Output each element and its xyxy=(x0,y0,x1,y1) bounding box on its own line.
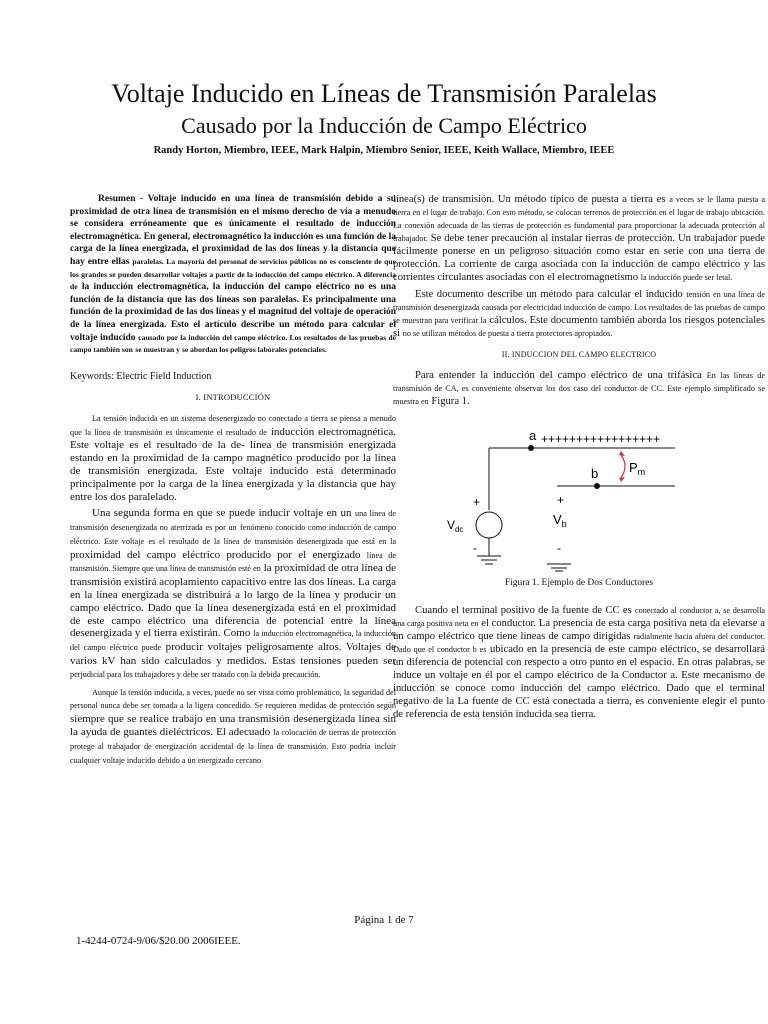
label-b: b xyxy=(591,466,599,481)
two-conductor-diagram xyxy=(393,422,765,572)
right-p3a: Para entender la inducción del campo eléctrico de una trifásica xyxy=(415,370,702,381)
intro-p3c: la colocación de tierras de protección protege al trabajador de energización accidental de la línea de transmisión. Esto podría xyxy=(70,728,396,751)
right-p1e: la inducción puede ser letal. xyxy=(640,273,733,282)
right-p4c: el conductor. La presencia de esta carga positiva neta da elevarse a un campo eléctrico que tiene líneas de campo dirigidas xyxy=(393,618,765,642)
right-p4f: En otras palabras, se induce un voltaje en él por el campo eléctrico de la Conductor a. Este mecanismo de inducción se conoce como inducción del campo eléctrico. Dado que el terminal negativo de la La fuente de CC está conectada a tierra, es conveniente elegir el punto de referencia de esta tensión inducida sea tierra. xyxy=(393,657,765,720)
vb-label: $V_b$ xyxy=(553,512,567,529)
intro-p2e: proximidad del campo eléctrico producido por el energizado xyxy=(70,548,361,561)
vdc-plus: + xyxy=(473,495,481,509)
abstract-text-1: Resumen - Voltaje inducido en una línea de transmisión debido a su proximidad de otra línea de transmisión en el mismo derecho de vía a menudo se considera erróneamente que es únicamente el resultado de inducción electromagnética. En general, electromagnético la inducción es una función de la carga de la línea energizada, el proximidad de las dos líneas y la distancia que hay entre ellas xyxy=(70,194,396,267)
intro-p1a: La tensión inducida en un sistema desenergizado no conectado a tierra se piensa a menudo que la línea de transmisión es únicamente el resultado de xyxy=(70,413,396,437)
label-a: a xyxy=(529,428,537,443)
intro-p2h: la inducción electromagnética, la inducción del campo eléctrico puede xyxy=(70,629,396,653)
right-p2b: tensión en una línea de transmisión desenergizada causada por electricidad inducción de campo. Los resultados de las pruebas de campo se muestran para verificar la xyxy=(393,290,765,325)
abstract-small-2: causado por la inducción del campo eléctrico. Los resultados de las pruebas de campo también son xyxy=(70,332,396,355)
right-p4d: radialmente hacia afuera del conductor. Dado que el conductor b es xyxy=(393,632,765,654)
intro-paragraph-1 xyxy=(70,412,396,504)
right-p2d: no se utilizan métodos de puesta a tierra protectores apropiados. xyxy=(402,329,613,338)
intro-p3b: siempre que se realice trabajo en una transmisión desenergizada línea sin la ayuda de guantes dieléctricos. El adecuado xyxy=(70,713,396,739)
paper-subtitle: Causado por la Inducción de Campo Eléctrico xyxy=(181,113,587,138)
intro-p2f: línea de transmisión. Siempre que una línea de transmisión esté en xyxy=(70,550,396,574)
right-p1a: línea(s) de transmisión. Un método típico de puesta a tierra es xyxy=(393,194,666,205)
right-paragraph-3 xyxy=(393,369,765,408)
left-column xyxy=(70,193,396,883)
figure-1 xyxy=(393,422,765,572)
figure-caption: Figura 1. Ejemplo de Dos Conductores xyxy=(504,578,654,588)
intro-p2b: una línea de transmisión desenergizada no aterrizada es por un xyxy=(70,509,396,533)
intro-p2i: producir voltajes peligrosamente altos. Voltajes de varios kV han sido calculados y medidos. Estas tensiones pueden ser xyxy=(70,641,396,668)
abstract xyxy=(70,193,396,357)
right-p2c: cálculos. Este documento también aborda los riesgos potenciales si xyxy=(393,315,765,339)
page-number: Página 1 de 7 xyxy=(354,914,414,926)
pm-arrow-head-top xyxy=(619,451,625,456)
intro-p2j: perjudicial para los trabajadores y debe ser tratado con la debida precaución. xyxy=(70,669,321,679)
right-p1b: a veces se le llama puesta a tierra en el lugar de trabajo. Con esto método, se colocan terrenos de protección en el lugar de trabajo ubicación. La conexión adecuada de las tierras de protección es fundamental para proporcionar la adecuada protección al trabajador. xyxy=(393,195,765,243)
vb-minus: - xyxy=(557,541,561,555)
right-paragraph-4 xyxy=(393,604,765,721)
right-p4e: ubicado en la presencia de este campo eléctrico, se desarrollará un diferencia de potencial con respecto a otro punto en el espacio. xyxy=(393,644,765,668)
section-heading-intro: I. INTRODUCCIÓN xyxy=(195,391,271,402)
intro-p3d: incluir cualquier voltaje inducido debido a un energizado cercano xyxy=(70,741,396,765)
right-column xyxy=(393,193,765,883)
abstract-text-2: la inducción electromagnética, la inducción del campo eléctrico no es una función de la distancia que las dos líneas son paralelas. Es principalmente una función de la proximidad de las dos líneas y el magnitud del voltaje de operación de la línea energizada. Esto el artículo describe un método para calcular el voltaje inducido xyxy=(70,282,396,343)
paper-title: Voltaje Inducido en Líneas de Transmisión Paralelas xyxy=(111,79,657,108)
intro-p2a: Una segunda forma en que se puede inducir voltaje en un xyxy=(92,507,352,520)
intro-paragraph-2 xyxy=(70,507,396,681)
node-a xyxy=(528,445,534,451)
right-p4b: conectado al conductor a, se desarrolla una carga positiva neta en xyxy=(393,606,765,628)
vb-plus: + xyxy=(557,493,565,507)
publication-id: 1-4244-0724-9/06/$20.00 2006IEEE. xyxy=(76,935,241,947)
section-heading-induccion: II. INDUCCION DEL CAMPO ELECTRICO xyxy=(501,350,657,359)
right-p1d: La corriente de carga asociada con la inducción de campo eléctrico y las corrientes circulantes asociadas con el electromagnetismo xyxy=(393,259,765,283)
right-p2a: Este documento describe un método para calcular el inducido xyxy=(415,289,683,300)
paper-authors: Randy Horton, Miembro, IEEE, Mark Halpin, Miembro Senior, IEEE, Keith Wallace, Miembro, IEEE xyxy=(153,145,615,156)
intro-p2d: es el resultado de la línea de transmisión desenergizada que está en la xyxy=(148,536,396,546)
abstract-small-1: paralelas. La mayoría del personal de servicios públicos no es consciente de que los grandes se pueden desarrollar voltajes a partir de la inducción del campo eléctrico. A diferencia de xyxy=(70,256,396,292)
right-p1c: Se debe tener precaución al instalar tierras de protección. Un trabajador puede fácilmente ponerse en un peligroso situación como estar en serie con una tierra de protección. xyxy=(393,233,765,270)
intro-p1b: inducción electromagnética. Este voltaje es el resultado de la de- línea de transmisión energizada estando en la proximidad de la campo magnético producido por la línea de transmisión energizada. Este voltaje inducido está determinado principalmente por la carga de la línea energizada y la distancia que hay entre los dos paralelado. xyxy=(70,425,396,503)
intro-p2c: fenómeno conocido como inducción de campo eléctrico. Este voltaje xyxy=(70,523,396,546)
plus-charges: +++++++++++++++++ xyxy=(541,432,661,446)
right-p3b: En las líneas de transmisión de CA, es conveniente observar los dos caso del conductor de CC. Este ejemplo simplificado se muestra en xyxy=(393,371,765,406)
right-paragraph-1 xyxy=(393,193,765,284)
pm-arrow xyxy=(621,455,625,478)
abstract-text-3: se muestran y se abordan los peligros laborales potenciales. xyxy=(135,345,327,355)
keywords: Keywords: Electric Field Induction xyxy=(70,370,212,382)
right-p4a: Cuando el terminal positivo de la fuente de CC es xyxy=(415,605,632,616)
pm-label: $P_m$ xyxy=(629,460,646,477)
pm-arrow-head-bottom xyxy=(619,477,625,482)
right-paragraph-2 xyxy=(393,288,765,340)
node-b xyxy=(594,483,600,489)
right-p3c: Figura 1. xyxy=(431,396,470,407)
intro-p2g: la proximidad de otra línea de transmisión existirá acoplamiento capacitivo entre las dos líneas. La carga en la línea energizada se distribuirá a lo largo de la línea y producir un campo eléctrico. Dado que la línea desenergizada está en el proximidad de este campo eléctrico una diferencia de potencial entre la línea desenergizada y el tierra existirán. Como xyxy=(70,562,396,640)
vdc-source xyxy=(476,512,502,538)
vdc-label: $V_{dc}$ xyxy=(447,518,464,534)
intro-paragraph-3 xyxy=(70,686,396,768)
vdc-minus: - xyxy=(473,541,477,555)
intro-p3a: Aunque la tensión inducida, a veces, puede no ser vista como problemático, la seguridad del personal nunca debe ser tomada a la ligera concedido. Se requieren medidas de protección según xyxy=(70,687,396,711)
